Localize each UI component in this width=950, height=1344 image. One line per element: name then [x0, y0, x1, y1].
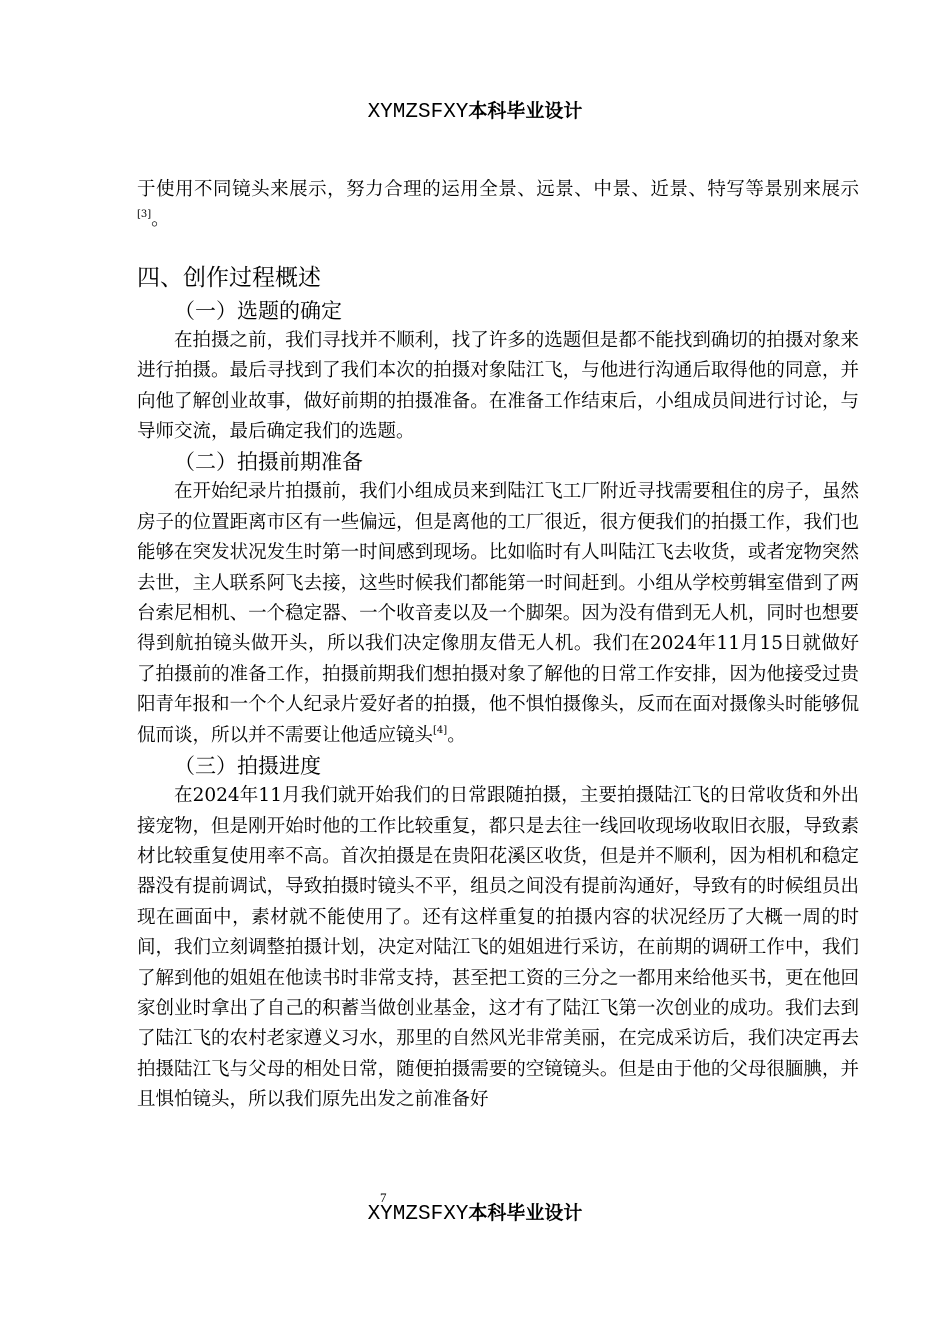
footer-title: 本科毕业设计: [468, 1202, 583, 1224]
subsection-title-3: （三）拍摄进度: [174, 754, 321, 779]
subsection-title-1: （一）选题的确定: [174, 298, 342, 323]
subsection-end-2: 。: [447, 724, 466, 746]
page-footer: [0, 1198, 950, 1226]
footer-latin: XYMZSFXY: [367, 1203, 469, 1226]
citation-3: [3]: [137, 209, 152, 221]
header-latin: XYMZSFXY: [367, 101, 469, 124]
subsection-title-2: （二）拍摄前期准备: [174, 450, 363, 475]
intro-end: 。: [151, 209, 170, 231]
subsection-text-2: 在开始纪录片拍摄前，我们小组成员来到陆江飞工厂附近寻找需要租住的房子，虽然房子的位置距离市区有一些偏远，但是离他的工厂很近，很方便我们的拍摄工作，我们也能够在突发状况发生时第一时间感到现场。比如临时有人叫陆江飞去收货，或者宠物突然去世，主人联系阿飞去接，这些时候我们都能第一时间赶到。小组从学校剪辑室借到了两台索尼相机、一个稳定器、一个收音麦以及一个脚架。因为没有借到无人机，同时也想要得到航拍镜头做开头，所以我们决定像朋友借无人机。我们在2024年11月15日就做好了拍摄前的准备工作，拍摄前期我们想拍摄对象了解他的日常工作安排，因为他接受过贵阳青年报和一个个人纪录片爱好者的拍摄，他不惧怕摄像头，反而在面对摄像头时能够侃侃而谈，所以并不需要让他适应镜头: [137, 481, 859, 746]
subsection-paragraph-2: [137, 477, 859, 751]
header-title: 本科毕业设计: [468, 100, 583, 122]
page-number: 7: [380, 1190, 387, 1205]
intro-text: 于使用不同镜头来展示，努力合理的运用全景、远景、中景、近景、特写等景别来展示: [137, 179, 859, 200]
citation-4: [4]: [433, 724, 448, 736]
section-title: 四、创作过程概述: [137, 264, 321, 291]
subsection-paragraph-1: 在拍摄之前，我们寻找并不顺利，找了许多的选题但是都不能找到确切的拍摄对象来进行拍摄。最后寻找到了我们本次的拍摄对象陆江飞，与他进行沟通后取得他的同意，并向他了解创业故事，做好前期的拍摄准备。在准备工作结束后，小组成员间进行讨论，与导师交流，最后确定我们的选题。: [137, 329, 859, 443]
intro-paragraph: [137, 175, 859, 236]
subsection-paragraph-3: 在2024年11月我们就开始我们的日常跟随拍摄，主要拍摄陆江飞的日常收货和外出接宠物，但是刚开始时他的工作比较重复，都只是去往一线回收现场收取旧衣服，导致素材比较重复使用率不高。首次拍摄是在贵阳花溪区收货，但是并不顺利，因为相机和稳定器没有提前调试，导致拍摄时镜头不平，组员之间没有提前沟通好，导致有的时候组员出现在画面中，素材就不能使用了。还有这样重复的拍摄内容的状况经历了大概一周的时间，我们立刻调整拍摄计划，决定对陆江飞的姐姐进行采访，在前期的调研工作中，我们了解到他的姐姐在他读书时非常支持，甚至把工资的三分之一都用来给他买书，更在他回家创业时拿出了自己的积蓄当做创业基金，这才有了陆江飞第一次创业的成功。我们去到了陆江飞的农村老家遵义习水，那里的自然风光非常美丽，在完成采访后，我们决定再去拍摄陆江飞与父母的相处日常，随便拍摄需要的空镜镜头。但是由于他的父母很腼腆，并且惧怕镜头，所以我们原先出发之前准备好: [137, 785, 859, 1111]
page-header: [0, 96, 950, 124]
document-body: [137, 175, 859, 1116]
